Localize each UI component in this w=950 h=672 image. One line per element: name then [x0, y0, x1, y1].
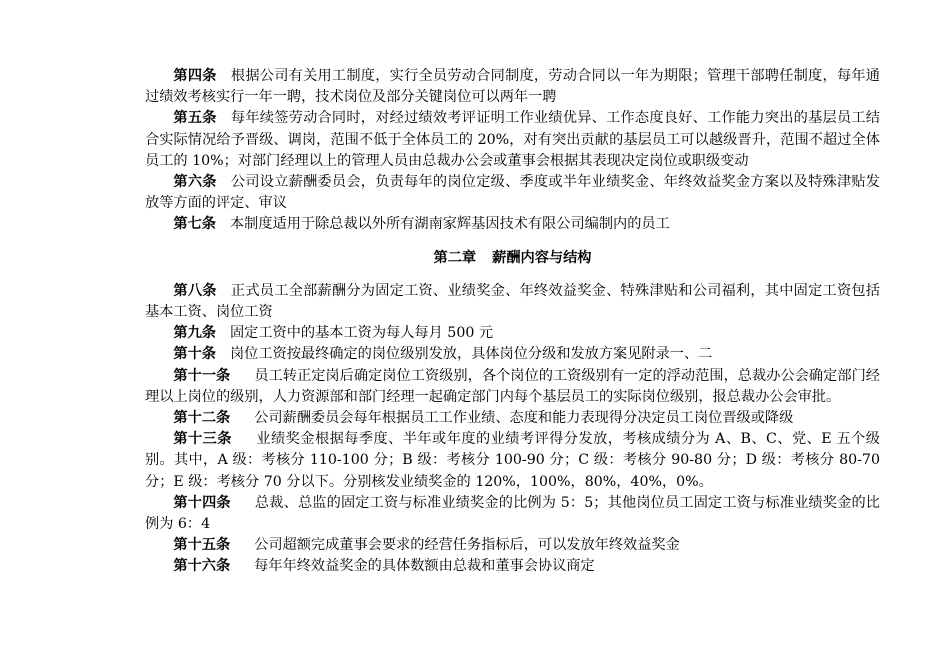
article-4 — [145, 66, 880, 108]
article-15 — [145, 535, 880, 556]
article-7 — [145, 214, 880, 235]
article-9 — [145, 323, 880, 344]
article-number: 第十二条 — [173, 410, 231, 427]
article-text: 固定工资中的基本工资为每人每月 500 元 — [229, 325, 494, 342]
article-number: 第七条 — [173, 216, 216, 233]
article-16 — [145, 556, 880, 577]
article-5 — [145, 108, 880, 172]
article-text: 公司设立薪酬委员会，负责每年的岗位定级、季度或半年业绩奖金、年终效益奖金方案以及特殊津贴发放等方面的评定、审议 — [145, 174, 880, 212]
chapter-heading — [145, 248, 880, 269]
article-text: 每年续签劳动合同时，对经过绩效考评证明工作业绩优异、工作态度良好、工作能力突出的基层员工结合实际情况给予晋级、调岗，范围不低于全体员工的 20%，对有突出贡献的基层员工可以越级晋升，范围不超过全体员工的 10%；对部门经理以上的管理人员由总裁办公会或董事会根据其表现决定岗位或职级变动 — [145, 110, 880, 169]
article-13 — [145, 429, 880, 493]
article-8 — [145, 281, 880, 323]
article-text: 正式员工全部薪酬分为固定工资、业绩奖金、年终效益奖金、特殊津贴和公司福利，其中固定工资包括基本工资、岗位工资 — [145, 282, 880, 321]
article-text: 每年年终效益奖金的具体数额由总裁和董事会协议商定 — [254, 558, 595, 575]
article-number: 第十五条 — [173, 537, 231, 554]
article-10 — [145, 344, 880, 365]
article-number: 第十一条 — [173, 367, 231, 384]
article-number: 第十六条 — [173, 558, 231, 575]
article-text: 本制度适用于除总裁以外所有湖南家辉基因技术有限公司编制内的员工 — [229, 216, 670, 233]
article-number: 第六条 — [173, 174, 217, 191]
article-number: 第十三条 — [173, 431, 232, 448]
document-page — [145, 66, 880, 578]
article-text: 岗位工资按最终确定的岗位级别发放，具体岗位分级和发放方案见附录一、二 — [229, 346, 713, 363]
article-number: 第十四条 — [173, 494, 231, 511]
article-number: 第十条 — [173, 346, 216, 363]
article-number: 第九条 — [173, 325, 216, 342]
article-number: 第四条 — [173, 68, 217, 84]
article-number: 第五条 — [173, 110, 217, 127]
chapter-number: 第二章 — [433, 249, 477, 266]
article-text: 业绩奖金根据每季度、半年或年度的业绩考评得分发放，考核成绩分为 A、B、C、党、E 五个级别。其中，A 级：考核分 110-100 分；B 级：考核分 100-90 分；C 级：考核分 90-80 分；D 级：考核分 80-70 分；E 级：考核分 70 分以下。分别核发业绩奖金的 120%，100%，80%，40%，0%。 — [145, 431, 880, 490]
article-number: 第八条 — [173, 282, 217, 299]
article-12 — [145, 408, 880, 429]
article-14 — [145, 493, 880, 535]
chapter-title: 薪酬内容与结构 — [492, 249, 592, 266]
article-text: 根据公司有关用工制度，实行全员劳动合同制度，劳动合同以一年为期限；管理干部聘任制度，每年通过绩效考核实行一年一聘，技术岗位及部分关键岗位可以两年一聘 — [145, 68, 880, 106]
article-text: 员工转正定岗后确定岗位工资级别，各个岗位的工资级别有一定的浮动范围，总裁办公会确定部门经理以上岗位的级别，人力资源部和部门经理一起确定部门内每个基层员工的实际岗位级别，报总裁办公会审批。 — [145, 367, 880, 405]
article-text: 总裁、总监的固定工资与标准业绩奖金的比例为 5：5；其他岗位员工固定工资与标准业绩奖金的比例为 6：4 — [145, 494, 880, 533]
article-11 — [145, 366, 880, 408]
article-text: 公司超额完成董事会要求的经营任务指标后，可以发放年终效益奖金 — [254, 537, 680, 554]
article-6 — [145, 172, 880, 214]
article-text: 公司薪酬委员会每年根据员工工作业绩、态度和能力表现得分决定员工岗位晋级或降级 — [254, 410, 794, 427]
